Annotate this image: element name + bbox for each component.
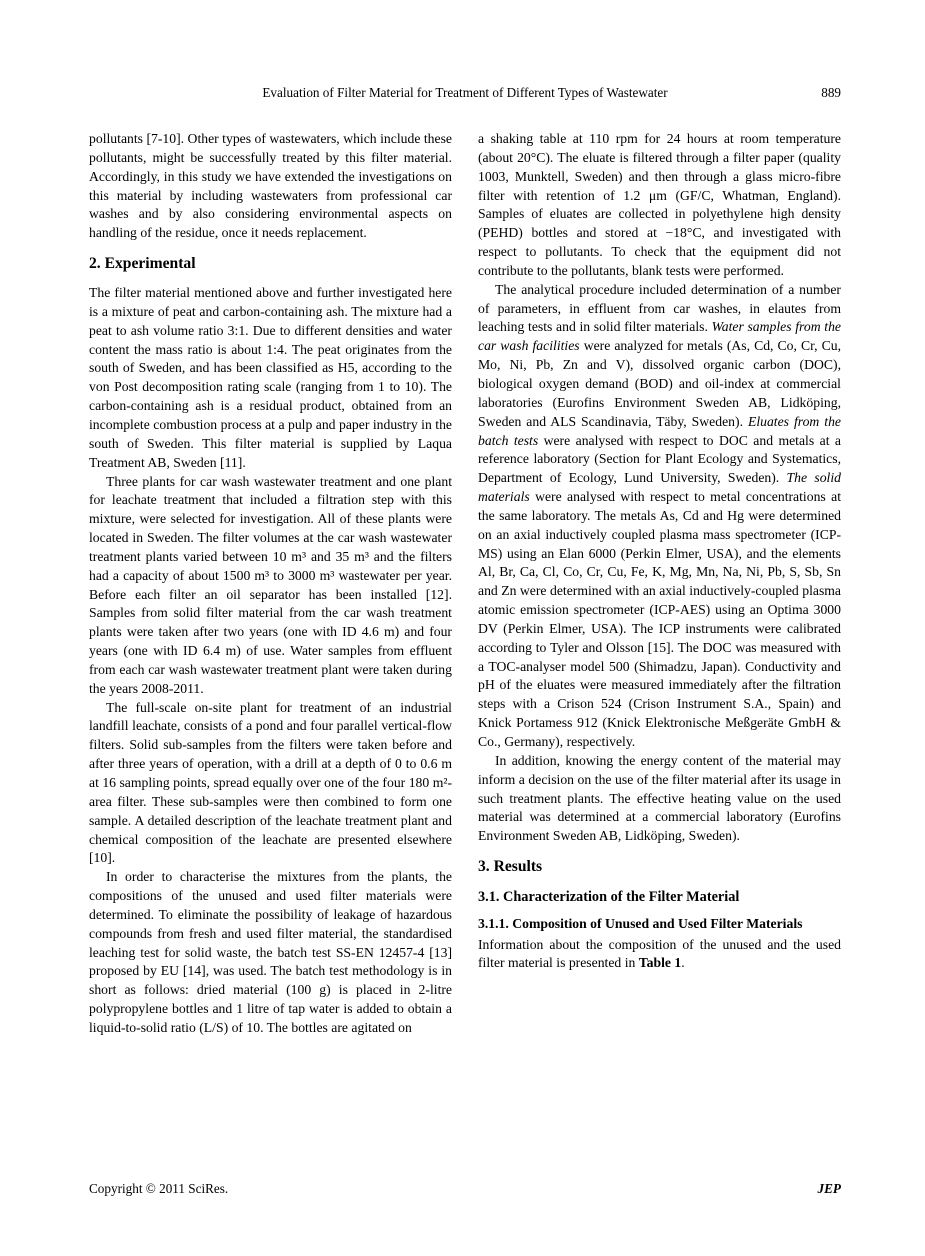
paragraph-text: Information about the composition of the unused and the used filter material is presented in	[478, 936, 841, 971]
paragraph	[478, 936, 841, 974]
paragraph-text: were analyzed for metals (As, Cd, Co, Cr, Cu, Mo, Ni, Pb, Zn and V), dissolved organic carbon (DOC), biological oxygen demand (BOD) and oil-index at commercial laboratories (Eurofins Environment Sweden AB, Lidköping, Sweden and ALS Scandinavia, Täby, Sweden).	[478, 338, 841, 429]
right-column	[478, 130, 841, 1038]
left-column	[89, 130, 452, 1038]
page-number: 889	[821, 85, 841, 100]
emphasis-eluates-batch-tests: Eluates from the batch tests	[478, 413, 841, 448]
emphasis-water-samples: Water samples from the car wash facilities	[478, 319, 841, 354]
paragraph-continued: a shaking table at 110 rpm for 24 hours at room temperature (about 20°C). The eluate is filtered through a filter paper (quality 1003, Munktell, Sweden) and then through a glass micro-fibre filter with retention of 1.2 μm (GF/C, Whatman, England). Samples of eluates are collected in polyethylene high density (PEHD) bottles and stored at −18°C, and investigated with respect to pollutants. To check that the equipment did not contribute to the pollutants, blank tests were performed.	[478, 131, 841, 278]
running-title: Evaluation of Filter Material for Treatment of Different Types of Wastewater	[262, 85, 668, 100]
journal-abbreviation: JEP	[817, 1181, 841, 1196]
paragraph-text: were analysed with respect to DOC and metals at a reference laboratory (Section for Plant Ecology and Systematics, Department of Ecology, Lund University, Sweden).	[478, 432, 841, 486]
paragraph	[478, 281, 841, 752]
section-heading-results: 3. Results	[478, 858, 543, 876]
section-heading-experimental: 2. Experimental	[89, 255, 196, 273]
paragraph-text: were analysed with respect to metal concentrations at the same laboratory. The metals As, Cd and Hg were determined on an axial inductively coupled plasma mass spectrometer (ICP-MS) using an Elan 6000 (Perkin Elmer, USA), and the elements Al, Br, Ca, Cl, Co, Cr, Cu, Fe, K, Mg, Mn, Na, Ni, Pb, S, Sb, Sn and Zn were determined with an axial inductively-coupled plasma atomic emission spectrometer (ICP-AES) using an Optima 3000 DV (Perkin Elmer, USA). The ICP instruments were calibrated according to Tyler and Olsson [15]. The DOC was measured with a TOC-analyser model 500 (Shimadzu, Japan). Conductivity and pH of the eluates were measured immediately after the filtration steps with a Crison 524 (Crison Instrument S.A., Spain) and Knick Portamess 912 (Knick Elektronische Meßgeräte GmbH & Co., Germany), respectively.	[478, 489, 841, 749]
paragraph-text: .	[681, 955, 685, 971]
emphasis-solid-materials: The solid materials	[478, 470, 841, 505]
page-footer	[89, 1181, 841, 1197]
page-header	[89, 85, 841, 101]
paragraph: The filter material mentioned above and further investigated here is a mixture of peat and carbon-containing ash. The mixture had a peat to ash volume ratio 3:1. Due to different densities and water content the mass ratio is about 1:4. The peat originates from the south of Sweden, and has been classified as H5, according to the von Post decomposition rating scale (ranging from 1 to 10). The carbon-containing ash is a residual product, obtained from an incomplete combustion process at a pulp and paper industry in the south of Sweden. This filter material is supplied by Laqua Treatment AB, Sweden [11].	[89, 285, 452, 470]
paragraph-text: The analytical procedure included determination of a number of parameters, in effluent from car washes, in elautes from leaching tests and in solid filter materials.	[478, 281, 841, 335]
table-reference: Table 1	[638, 955, 682, 971]
two-column-body	[89, 130, 841, 1038]
paragraph: In order to characterise the mixtures from the plants, the compositions of the unused and used filter materials were determined. To eliminate the possibility of leakage of hazardous compounds from fresh and used filter material, the standardised leaching test for solid waste, the batch test SS-EN 12457-4 [13] proposed by EU [14], was used. The batch test methodology is in short as follows: dried material (100 g) is placed in 2-litre polypropylene bottles and 1 litre of tap water is added to obtain a liquid-to-solid ratio (L/S) of 10. The bottles are agitated on	[89, 869, 452, 1035]
subsubsection-heading-composition: 3.1.1. Composition of Unused and Used Filter Materials	[478, 916, 803, 932]
paragraph: The full-scale on-site plant for treatment of an industrial landfill leachate, consists of a pond and four parallel vertical-flow filters. Solid sub-samples from the filters were taken before and after three years of operation, with a drill at a depth of 0 to 0.6 m at 16 sampling points, spread equally over one of the four 180 m²-area filter. These sub-samples were then combined to form one sample. A detailed description of the leachate treatment plant and chemical composition of the leachate are presented elsewhere [10].	[89, 699, 452, 866]
copyright-notice: Copyright © 2011 SciRes.	[89, 1181, 229, 1196]
subsection-heading-characterization: 3.1. Characterization of the Filter Material	[478, 889, 740, 906]
paragraph: Three plants for car wash wastewater treatment and one plant for leachate treatment that included a filtration step with this mixture, were selected for investigation. All of these plants were located in Sweden. The filter volumes at the car wash wastewater treatment plants varied between 10 m³ and 35 m³ and the filters had a capacity of about 1500 m³ to 3000 m³ wastewater per year. Before each filter an oil separator has been installed [12]. Samples from solid filter material from the car wash treatment plants were taken after two years (one with ID 4.6 m) and four years (one with ID 6.4 m) of use. Water samples from effluent from each car wash wastewater treatment plant were taken during the years 2008-2011.	[89, 473, 452, 696]
paragraph: In addition, knowing the energy content of the material may inform a decision on the use of the filter material after its usage in such treatment plants. The effective heating value on the used material was determined at a commercial laboratory (Eurofins Environment Sweden AB, Lidköping, Sweden).	[478, 752, 841, 844]
paragraph-continued: pollutants [7-10]. Other types of wastewaters, which include these pollutants, might be successfully treated by this filter material. Accordingly, in this study we have extended the investigations on this material by including wastewaters from professional car washes and by also considering environmental aspects on handling of the residue, once it needs replacement.	[89, 131, 452, 241]
